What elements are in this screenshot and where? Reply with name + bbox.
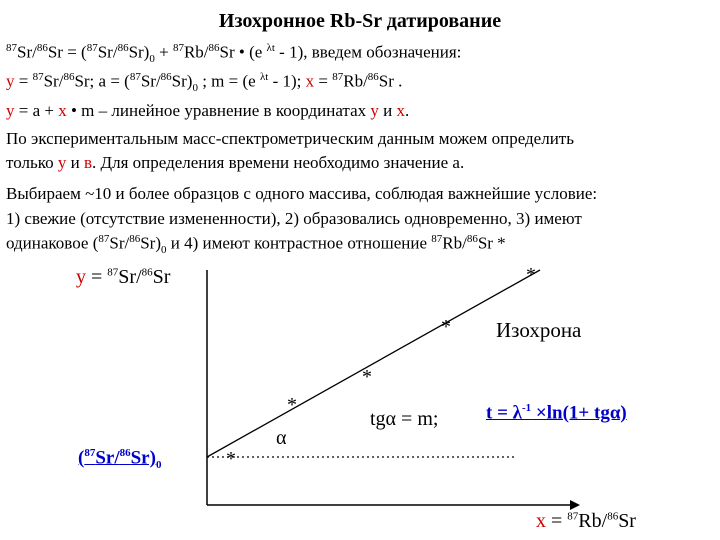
paragraph-1-line-2: только у и в. Для определения времени необходимо значение а. (6, 153, 465, 172)
notation-line: y = $^{87}$Sr/$^{86}$Sr; $a = (^{87}Sr/^{86}Sr)_0$ ; m = (e $^{\lambda t}$ - 1); x = $^{87}$Rb/$^{86}$Sr . (6, 71, 403, 95)
x-axis-label: x = $^{87}$Rb/$^{86}$Sr (536, 510, 636, 532)
alpha-angle-label: α (276, 427, 287, 449)
paragraph-2-line-2: 1) свежие (отсутствие измененности), 2) образовались одновременно, 3) имеют (6, 209, 582, 228)
intercept-label: $(^{87}Sr/^{86}Sr)_0$ (78, 447, 162, 472)
data-point-star: * (526, 264, 536, 286)
slope-label: tgα = m; (370, 408, 439, 430)
data-point-star: * (362, 366, 372, 388)
data-point-star: * (226, 448, 236, 470)
paragraph-2-line-1: Выбираем ~10 и более образцов с одного массива, соблюдая важнейшие условие: (6, 184, 598, 203)
y-axis-label: y = $^{87}$Sr/$^{86}$Sr (76, 266, 171, 288)
linear-equation-line: y = a + x • m – линейное уравнение в координатах y и x. (6, 101, 410, 120)
page-title: Изохронное Rb-Sr датирование (218, 10, 502, 32)
paragraph-1-line-1: По экспериментальным масс-спектрометрическим данным можем определить (6, 129, 574, 148)
age-formula: $t = \lambda^{-1} \times\ln(1+ tg\alpha)$ (486, 402, 627, 424)
x-axis-arrow (570, 500, 580, 510)
data-point-star: * (441, 316, 451, 338)
paragraph-2-line-3: одинаковое $(^{87}Sr/^{86}Sr)_0$ и 4) имеют контрастное отношение $^{87}$Rb/$^{86}$Sr * (6, 233, 506, 257)
equation-1: $^{87}Sr/^{86}Sr = (^{87}Sr/^{86}Sr)_0 + ^{87}Rb/^{86}Sr$ • (e $^{\lambda t}$ - 1), введем обозначения: (6, 42, 462, 66)
isochron-label: Изохрона (496, 318, 582, 342)
data-point-star: * (287, 394, 297, 416)
